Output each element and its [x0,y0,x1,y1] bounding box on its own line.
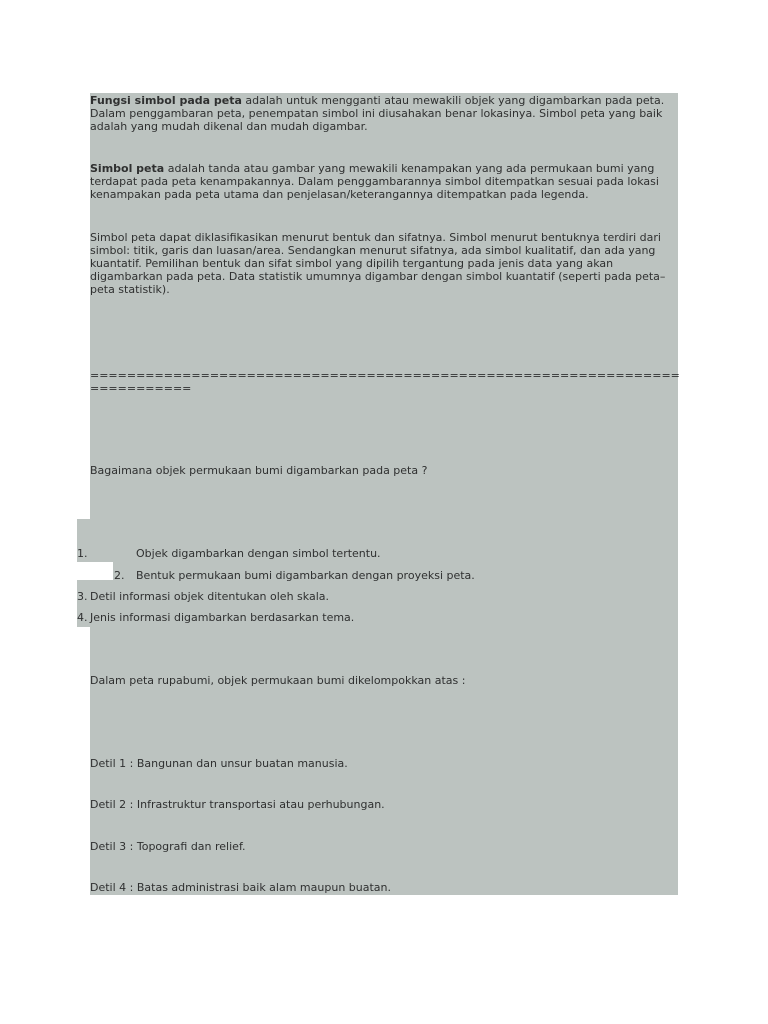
list-item: Bentuk permukaan bumi digambarkan dengan proyeksi peta. [136,569,475,582]
list-item: Objek digambarkan dengan simbol tertentu. [136,547,381,560]
list-number: 1. [77,547,88,560]
paragraph-klasifikasi: Simbol peta dapat diklasifikasikan menurut bentuk dan sifatnya. Simbol menurut bentuknya terdiri dari simbol: titik, garis dan luasan/area. Sendangkan menurut sifatnya, ada simbol kualitatif, dan ada yang kuantatif. Pemilihan bentuk dan sifat simbol yang dipilih tergantung pada jenis data yang akan digambarkan pada peta. Data statistik umumnya digambar dengan simbol kuantatif (seperti pada peta–peta statistik). [90,231,666,296]
list-item: Jenis informasi digambarkan berdasarkan tema. [90,611,355,624]
paragraph-fungsi-simbol [90,94,670,133]
list-item: Detil informasi objek ditentukan oleh skala. [90,590,329,603]
list-gap [77,562,113,580]
bold-term: Simbol peta [90,162,165,175]
main-highlight [90,93,678,895]
group-intro-text: Dalam peta rupabumi, objek permukaan bumi dikelompokkan atas : [90,674,466,687]
question-text: Bagaimana objek permukaan bumi digambarkan pada peta ? [90,464,428,477]
list-number: 4. [77,611,88,624]
list-number: 3. [77,590,88,603]
paragraph-text: adalah tanda atau gambar yang mewakili kenampakan yang ada permukaan bumi yang terdapat pada peta kenampakannya. Dalam penggambarannya simbol ditempatkan sesuai pada lokasi kenampakan pada peta utama dan penjelasan/keterangannya ditempatkan pada legenda. [90,162,659,201]
detail-item: Detil 1 : Bangunan dan unsur buatan manusia. [90,757,348,770]
separator-line: =========================================================================== [90,369,680,395]
detail-item: Detil 2 : Infrastruktur transportasi atau perhubungan. [90,798,385,811]
list-number: 2. [114,569,125,582]
bold-term: Fungsi simbol pada peta [90,94,242,107]
paragraph-text: adalah untuk mengganti atau mewakili objek yang digambarkan pada peta. Dalam penggambaran peta, penempatan simbol ini diusahakan benar lokasinya. Simbol peta yang baik adalah yang mudah dikenal dan mudah digambar. [90,94,665,133]
detail-item: Detil 3 : Topografi dan relief. [90,840,246,853]
detail-item: Detil 4 : Batas administrasi baik alam maupun buatan. [90,881,392,894]
paragraph-simbol-peta [90,162,678,201]
